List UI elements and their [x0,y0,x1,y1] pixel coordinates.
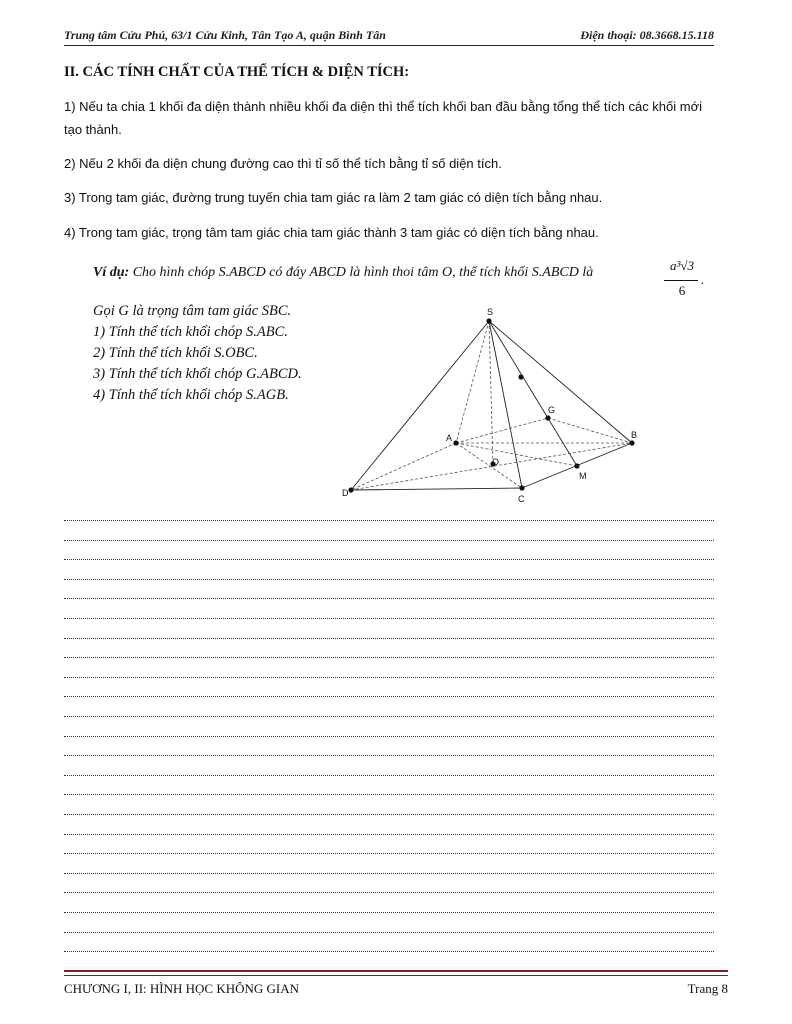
answer-line [64,932,714,933]
label-G: G [548,405,556,415]
point-D [348,487,353,492]
fraction-numerator: a³√3 [669,258,695,273]
answer-line [64,696,714,697]
answer-line [64,520,714,521]
footer-rule-thick [64,970,728,972]
edge-AC [456,443,522,488]
answer-line [64,912,714,913]
point-SM-mid [518,374,523,379]
answer-line [64,951,714,952]
point-A [453,440,458,445]
label-A: A [446,433,453,443]
fraction-denominator: 6 [678,283,686,298]
answer-line [64,775,714,776]
example-text: Cho hình chóp S.ABCD có đáy ABCD là hình thoi tâm O, thể tích khối S.ABCD là [132,265,594,280]
property-3: 3) Trong tam giác, đường trung tuyến chia tam giác ra làm 2 tam giác có diện tích bằng nhau. [64,190,603,205]
answer-line [64,618,714,619]
label-O: O [492,457,500,467]
answer-line [64,892,714,893]
property-1: 1) Nếu ta chia 1 khối đa diện thành nhiều khối đa diện thì thể tích khối ban đầu bằng tổng thể tích các khối mới tạo thành. [64,99,703,137]
fraction-bar [664,280,698,281]
answer-line [64,814,714,815]
example-label: Ví dụ: [93,265,130,280]
pyramid-figure [330,300,670,505]
answer-line [64,736,714,737]
label-C: C [518,494,525,504]
example-given: Gọi G là trọng tâm tam giác SBC. [93,303,292,319]
task-3: 3) Tính thể tích khối chóp G.ABCD. [93,366,302,382]
task-1: 1) Tính thể tích khối chóp S.ABC. [93,324,288,340]
edge-DC [351,488,522,490]
label-M: M [579,471,587,481]
point-G [545,415,550,420]
label-D: D [342,488,349,498]
task-2: 2) Tính thể tích khối S.OBC. [93,345,258,361]
edge-AG [456,418,548,443]
edge-SB [489,321,632,443]
answer-line [64,853,714,854]
property-2: 2) Nếu 2 khối đa diện chung đường cao thì tỉ số thể tích bằng tỉ số diện tích. [64,156,502,171]
answer-line [64,598,714,599]
answer-line [64,794,714,795]
answer-line [64,540,714,541]
header-phone: Điện thoại: 08.3668.15.118 [580,28,714,42]
answer-line [64,677,714,678]
answer-line [64,579,714,580]
answer-line [64,755,714,756]
property-4: 4) Trong tam giác, trọng tâm tam giác chia tam giác thành 3 tam giác có diện tích bằng nhau. [64,225,599,240]
answer-line [64,716,714,717]
label-B: B [631,430,638,440]
answer-line [64,638,714,639]
answer-line [64,657,714,658]
edge-SM [489,321,577,466]
edge-AD [351,443,456,490]
footer-rule-thin [64,975,728,976]
answer-line [64,559,714,560]
answer-line [64,834,714,835]
task-4: 4) Tính thể tích khối chóp S.AGB. [93,387,289,403]
example-statement [93,265,723,281]
point-B [629,440,634,445]
point-C [519,485,524,490]
point-S [486,318,491,323]
point-M [574,463,579,468]
label-S: S [487,307,494,317]
edge-SD [351,321,489,490]
header-divider [64,45,714,46]
answer-line [64,873,714,874]
footer-page-number: Trang 8 [687,981,728,996]
edge-SO [489,321,493,464]
section-title: II. CÁC TÍNH CHẤT CỦA THỂ TÍCH & DIỆN TÍCH: [64,64,410,80]
header-center-address: Trung tâm Cửu Phú, 63/1 Cửu Kinh, Tân Tạo A, quận Bình Tân [64,28,386,42]
fraction-period: . [701,272,705,287]
edge-SA [456,321,489,443]
footer-chapter: CHƯƠNG I, II: HÌNH HỌC KHÔNG GIAN [64,981,300,996]
